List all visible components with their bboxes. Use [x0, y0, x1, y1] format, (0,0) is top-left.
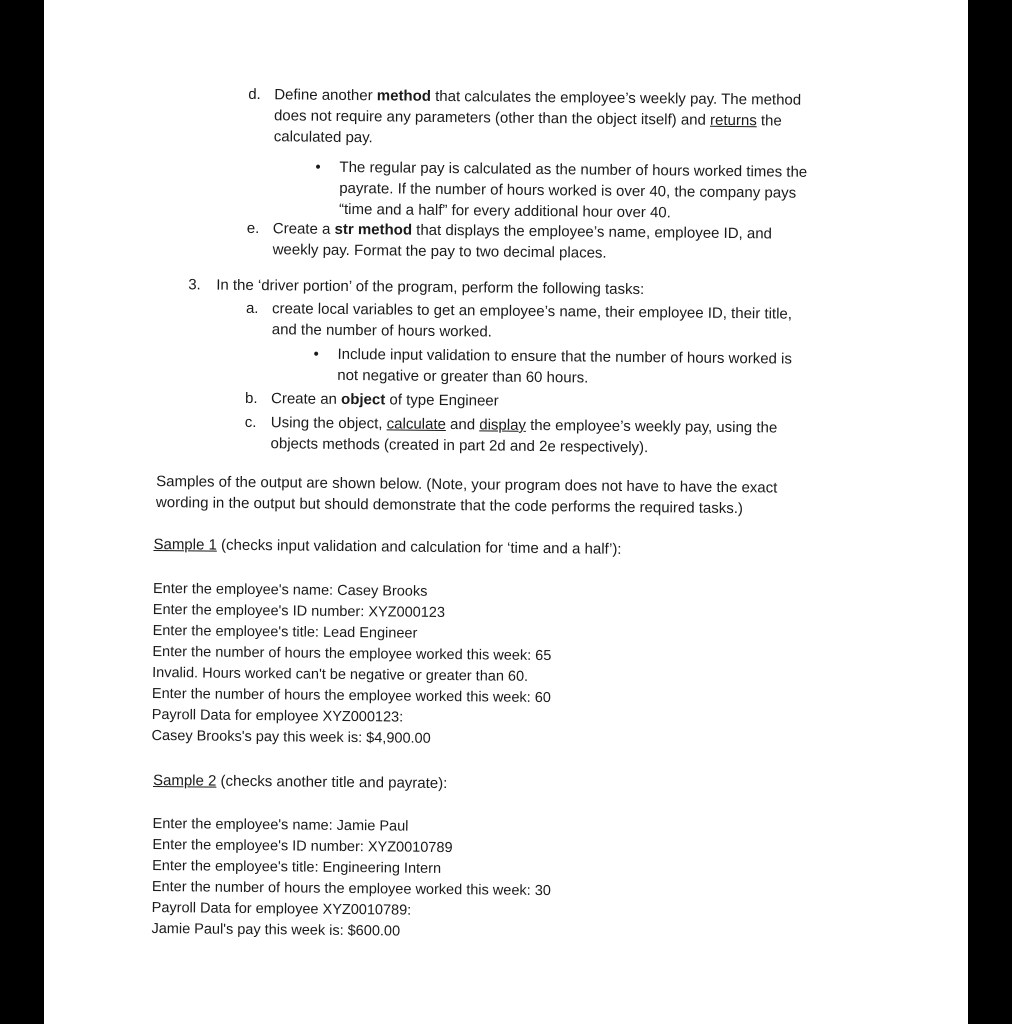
- sample-2-line-1: Enter the employee's name: Jamie Paul: [152, 815, 409, 835]
- item-3a-bullet-line-2: not negative or greater than 60 hours.: [337, 366, 589, 387]
- sample-1-line-2: Enter the employee's ID number: XYZ000123: [152, 601, 446, 622]
- part-3-heading: In the ‘driver portion’ of the program, perform the following tasks:: [216, 276, 645, 299]
- item-e-line-2: weekly pay. Format the pay to two decimal places.: [272, 241, 607, 262]
- sample-1-line-8: Casey Brooks's pay this week is: $4,900.00: [151, 727, 431, 747]
- item-3c-line-1: Using the object, calculate and display the employee’s weekly pay, using the: [270, 414, 778, 437]
- sample-2-line-5: Payroll Data for employee XYZ0010789:: [151, 899, 412, 919]
- item-3a-marker: a.: [245, 299, 259, 318]
- item-d-marker: d.: [248, 85, 261, 104]
- item-d-line-1: Define another method that calculates the employee’s weekly pay. The method: [274, 86, 802, 109]
- item-d-bullet-line-1: • The regular pay is calculated as the number of hours worked times the: [339, 157, 807, 183]
- item-d-line-2: does not require any parameters (other than the object itself) and returns the: [273, 107, 782, 130]
- item-3b-line: Create an object of type Engineer: [270, 390, 499, 410]
- item-3a-bullet-line-1: • Include input validation to ensure that the number of hours worked is: [337, 344, 792, 370]
- item-3a-line-1: create local variables to get an employee’s name, their employee ID, their title,: [271, 300, 793, 323]
- samples-intro-line-1: Samples of the output are shown below. (Note, your program does not have to have the exact: [156, 472, 778, 497]
- part-3-marker: 3.: [188, 276, 201, 294]
- item-d-bullet-line-2: payrate. If the number of hours worked is over 40, the company pays: [339, 179, 797, 202]
- sample-1-line-6: Enter the number of hours the employee worked this week: 60: [151, 685, 551, 707]
- sample-2-line-2: Enter the employee's ID number: XYZ0010789: [152, 836, 453, 857]
- item-3c-marker: c.: [244, 413, 257, 432]
- samples-intro-line-2: wording in the output but should demonstrate that the code performs the required tasks.): [155, 493, 744, 518]
- sample-1-line-4: Enter the number of hours the employee worked this week: 65: [152, 643, 552, 665]
- sample-1-line-5: Invalid. Hours worked can't be negative or greater than 60.: [152, 664, 529, 685]
- item-3b-marker: b.: [244, 389, 258, 408]
- sample-1-line-3: Enter the employee's title: Lead Engineer: [152, 622, 418, 642]
- sample-2-line-3: Enter the employee's title: Engineering Intern: [152, 857, 442, 877]
- sample-1-line-7: Payroll Data for employee XYZ000123:: [151, 706, 404, 726]
- item-d-bullet-line-3: “time and a half” for every additional hour over 40.: [338, 200, 671, 222]
- sample-1-line-1: Enter the employee's name: Casey Brooks: [152, 580, 428, 600]
- item-d-line-3: calculated pay.: [273, 128, 373, 147]
- document-content: [44, 0, 968, 1024]
- sample-2-line-6: Jamie Paul's pay this week is: $600.00: [151, 920, 401, 940]
- item-3a-line-2: and the number of hours worked.: [271, 321, 492, 341]
- item-3c-line-2: objects methods (created in part 2d and 2e respectively).: [270, 435, 649, 457]
- item-e-marker: e.: [246, 219, 260, 238]
- sample-1-heading: Sample 1 (checks input validation and calculation for ‘time and a half’):: [153, 535, 622, 558]
- document-page: [44, 0, 968, 1024]
- sample-2-heading: Sample 2 (checks another title and payrate):: [152, 771, 448, 793]
- sample-2-line-4: Enter the number of hours the employee worked this week: 30: [151, 878, 551, 900]
- item-e-line-1: Create a str method that displays the employee’s name, employee ID, and: [272, 220, 773, 243]
